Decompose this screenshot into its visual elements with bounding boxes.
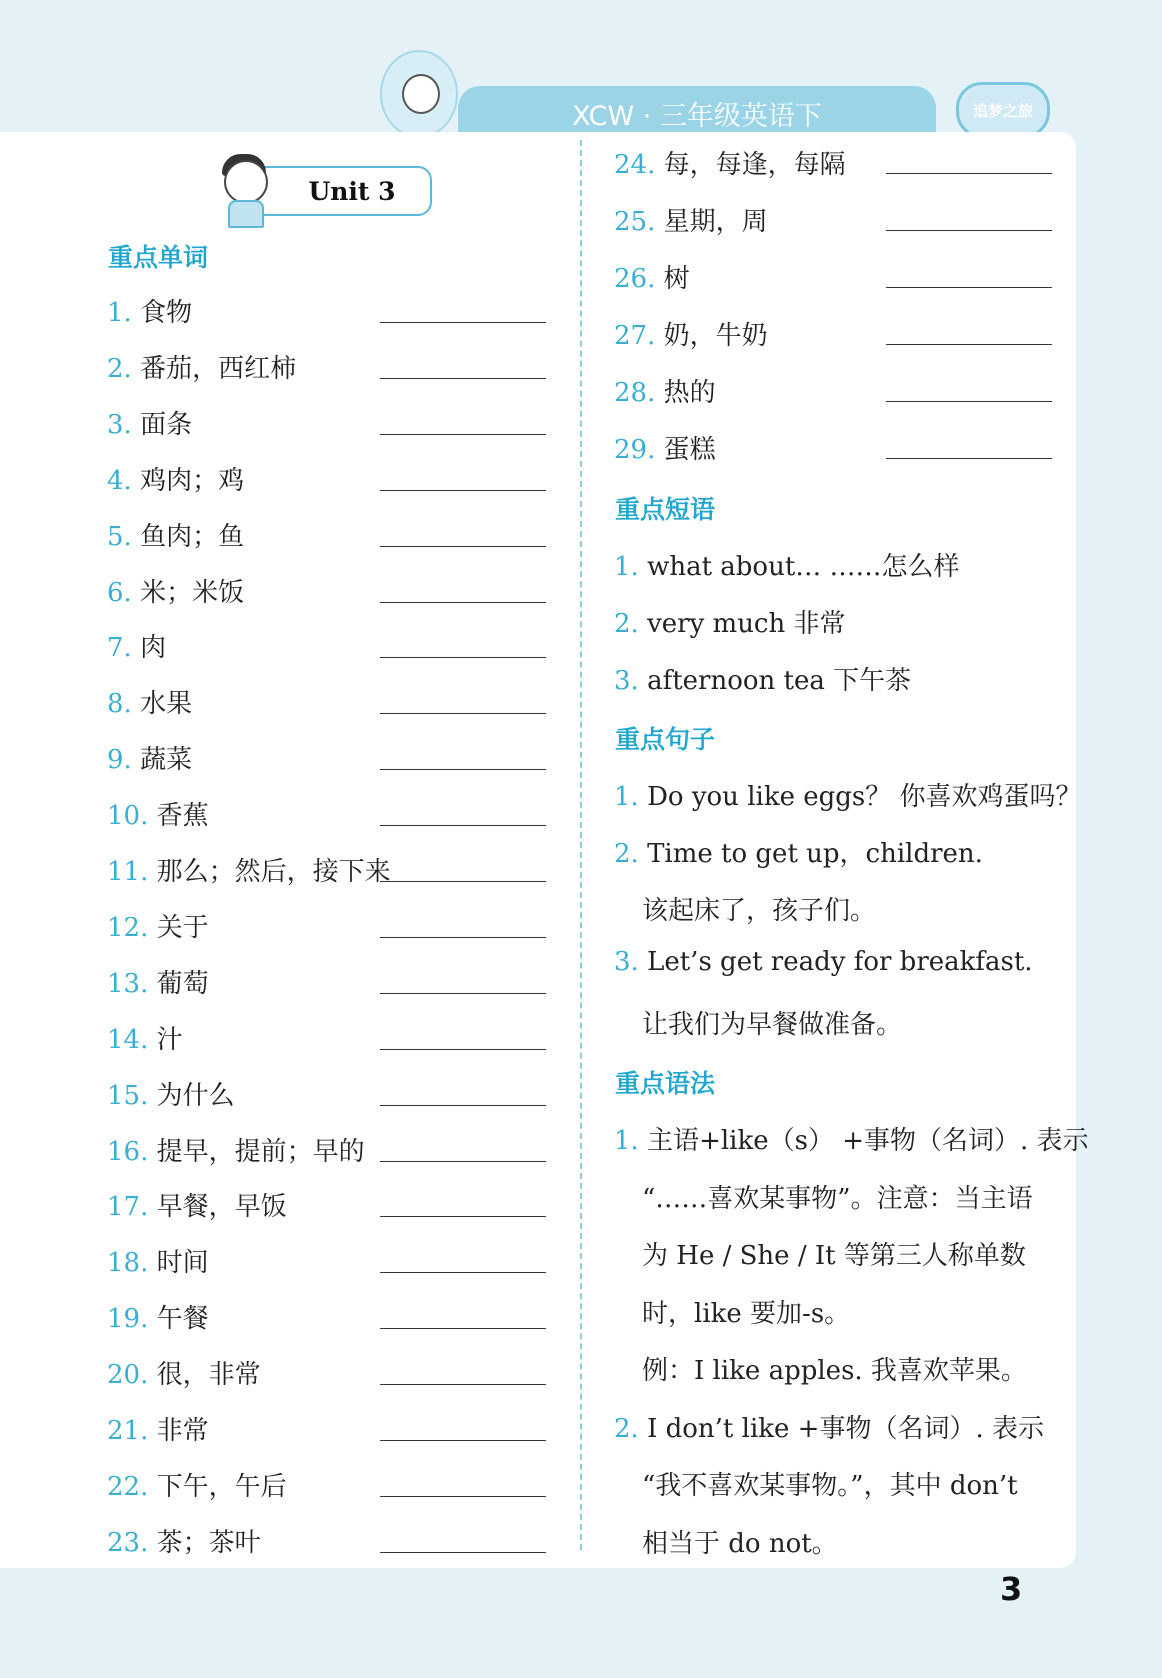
word-item bbox=[107, 460, 244, 497]
item-text: very much 非常 bbox=[647, 609, 846, 639]
grammar-item bbox=[642, 1235, 1026, 1272]
item-number: 24. bbox=[614, 150, 664, 180]
answer-blank[interactable] bbox=[380, 1216, 546, 1217]
item-text: what about… ……怎么样 bbox=[647, 552, 960, 582]
item-text: 为什么 bbox=[156, 1080, 235, 1111]
item-number: 17. bbox=[107, 1192, 157, 1223]
item-text: 下午，午后 bbox=[156, 1471, 287, 1502]
answer-blank[interactable] bbox=[380, 1328, 546, 1329]
word-item bbox=[107, 404, 192, 441]
item-number: 9. bbox=[107, 745, 141, 776]
answer-blank[interactable] bbox=[380, 993, 546, 994]
item-text: 鸡肉；鸡 bbox=[140, 465, 245, 496]
item-text: 例：I like apples. 我喜欢苹果。 bbox=[642, 1356, 1027, 1386]
section-title-sentences: 重点句子 bbox=[615, 725, 716, 754]
word-item bbox=[107, 851, 391, 888]
item-text: 早餐，早饭 bbox=[156, 1192, 287, 1223]
unit-mascot-icon bbox=[218, 146, 270, 226]
answer-blank[interactable] bbox=[380, 322, 546, 323]
sentence-item bbox=[642, 1004, 902, 1041]
item-text: 时间 bbox=[156, 1248, 209, 1279]
item-number: 26. bbox=[614, 264, 664, 294]
item-text: 提早，提前；早的 bbox=[156, 1136, 365, 1167]
answer-blank[interactable] bbox=[380, 602, 546, 603]
word-item bbox=[107, 1242, 209, 1279]
item-text: 葡萄 bbox=[156, 968, 209, 999]
grammar-item bbox=[642, 1293, 850, 1330]
word-item bbox=[107, 795, 209, 832]
item-text: 相当于 do not。 bbox=[642, 1528, 838, 1559]
item-text: 蔬菜 bbox=[140, 745, 193, 776]
item-text: 茶；茶叶 bbox=[156, 1527, 261, 1558]
item-number: 13. bbox=[107, 968, 157, 999]
word-item bbox=[107, 1354, 261, 1391]
grammar-item bbox=[642, 1465, 1018, 1502]
word-item bbox=[107, 348, 296, 385]
item-text: 非常 bbox=[156, 1416, 209, 1446]
section-title-words: 重点单词 bbox=[108, 243, 209, 272]
item-text: 香蕉 bbox=[156, 801, 209, 832]
answer-blank[interactable] bbox=[380, 1049, 546, 1050]
item-number: 3. bbox=[107, 409, 141, 440]
item-number: 18. bbox=[107, 1248, 157, 1279]
item-number: 16. bbox=[107, 1136, 157, 1167]
grammar-item bbox=[614, 1120, 1089, 1157]
item-number: 20. bbox=[107, 1360, 157, 1391]
item-number: 11. bbox=[107, 857, 157, 887]
column-divider bbox=[580, 140, 582, 1550]
answer-blank[interactable] bbox=[380, 1552, 546, 1553]
item-number: 4. bbox=[107, 465, 141, 496]
word-item bbox=[107, 572, 244, 609]
word-item bbox=[107, 1019, 183, 1056]
item-number: 29. bbox=[614, 435, 664, 465]
grammar-item bbox=[642, 1350, 1027, 1387]
item-text: 蛋糕 bbox=[663, 435, 716, 465]
word-item bbox=[107, 627, 166, 664]
answer-blank[interactable] bbox=[380, 1384, 546, 1385]
item-text: 主语+like（s） +事物（名词）. 表示 bbox=[647, 1126, 1089, 1156]
item-text: 面条 bbox=[140, 409, 193, 440]
answer-blank[interactable] bbox=[380, 825, 546, 826]
item-number: 8. bbox=[107, 689, 141, 720]
answer-blank[interactable] bbox=[886, 401, 1052, 402]
word-item bbox=[614, 201, 768, 238]
word-item bbox=[614, 315, 768, 352]
phrase-item bbox=[614, 603, 846, 640]
item-text: 树 bbox=[663, 264, 690, 294]
answer-blank[interactable] bbox=[380, 434, 546, 435]
item-text: Do you like eggs？ 你喜欢鸡蛋吗？ bbox=[647, 782, 1082, 812]
answer-blank[interactable] bbox=[380, 881, 546, 882]
unit-label: Unit 3 bbox=[252, 166, 432, 216]
phrase-item bbox=[614, 660, 911, 697]
word-item bbox=[107, 1075, 235, 1112]
item-number: 2. bbox=[614, 609, 648, 639]
item-number: 25. bbox=[614, 207, 664, 237]
item-text: 为 He / She / It 等第三人称单数 bbox=[642, 1241, 1026, 1271]
item-text: 鱼肉；鱼 bbox=[140, 521, 245, 552]
grammar-item bbox=[614, 1408, 1044, 1445]
item-number: 1. bbox=[107, 298, 141, 328]
item-number: 2. bbox=[614, 1413, 648, 1444]
answer-blank[interactable] bbox=[380, 1161, 546, 1162]
item-number: 12. bbox=[107, 912, 157, 943]
item-number: 5. bbox=[107, 521, 141, 552]
item-text: 午餐 bbox=[156, 1304, 209, 1335]
word-item bbox=[107, 1131, 365, 1168]
answer-blank[interactable] bbox=[380, 1496, 546, 1497]
item-text: 那么；然后，接下来 bbox=[156, 857, 391, 887]
grammar-item bbox=[642, 1523, 838, 1560]
answer-blank[interactable] bbox=[380, 1272, 546, 1273]
answer-blank[interactable] bbox=[380, 657, 546, 658]
item-text: 很，非常 bbox=[156, 1360, 261, 1391]
answer-blank[interactable] bbox=[886, 230, 1052, 231]
item-number: 23. bbox=[107, 1527, 157, 1558]
series-logo: 追梦之旅 bbox=[956, 82, 1050, 138]
word-item bbox=[107, 292, 192, 329]
word-item bbox=[107, 516, 244, 553]
item-text: Let’s get ready for breakfast. bbox=[647, 947, 1033, 977]
item-text: 水果 bbox=[140, 689, 193, 720]
mascot-illustration bbox=[380, 50, 458, 138]
answer-blank[interactable] bbox=[886, 344, 1052, 345]
sentence-item bbox=[642, 890, 876, 927]
word-item bbox=[614, 429, 716, 466]
sentence-item bbox=[614, 833, 983, 870]
item-number: 3. bbox=[614, 947, 648, 977]
answer-blank[interactable] bbox=[380, 546, 546, 547]
item-number: 1. bbox=[614, 1126, 648, 1156]
answer-blank[interactable] bbox=[380, 713, 546, 714]
item-text: Time to get up，children. bbox=[647, 839, 983, 869]
item-number: 1. bbox=[614, 552, 648, 582]
item-text: 奶，牛奶 bbox=[663, 321, 768, 351]
word-item bbox=[107, 1298, 209, 1335]
item-number: 19. bbox=[107, 1304, 157, 1335]
word-item bbox=[614, 258, 690, 295]
sentence-item bbox=[614, 947, 1033, 977]
item-text: 时，like 要加-s。 bbox=[642, 1298, 851, 1329]
item-text: 每，每逢，每隔 bbox=[663, 150, 846, 180]
item-text: 关于 bbox=[156, 912, 209, 943]
item-text: “……喜欢某事物”。注意：当主语 bbox=[642, 1183, 1033, 1214]
word-item bbox=[107, 739, 192, 776]
item-number: 2. bbox=[614, 839, 648, 869]
header-title: XCW · 三年级英语下 bbox=[458, 86, 936, 140]
item-number: 14. bbox=[107, 1024, 157, 1055]
item-number: 28. bbox=[614, 378, 664, 408]
page-number: 3 bbox=[1000, 1570, 1023, 1608]
item-text: 让我们为早餐做准备。 bbox=[642, 1010, 903, 1040]
item-number: 22. bbox=[107, 1471, 157, 1502]
item-text: 番茄，西红柿 bbox=[140, 353, 297, 384]
word-item bbox=[614, 144, 846, 181]
word-item bbox=[107, 1410, 209, 1447]
word-item bbox=[107, 1522, 261, 1559]
answer-blank[interactable] bbox=[380, 1440, 546, 1441]
item-number: 21. bbox=[107, 1416, 157, 1446]
item-number: 6. bbox=[107, 577, 141, 608]
item-text: 肉 bbox=[140, 633, 167, 664]
grammar-item bbox=[642, 1178, 1033, 1215]
word-item bbox=[107, 907, 209, 944]
item-text: 星期，周 bbox=[663, 207, 768, 237]
section-title-grammar: 重点语法 bbox=[615, 1069, 716, 1098]
answer-blank[interactable] bbox=[886, 173, 1052, 174]
item-number: 10. bbox=[107, 801, 157, 832]
item-number: 1. bbox=[614, 782, 648, 812]
item-text: 食物 bbox=[140, 298, 193, 328]
answer-blank[interactable] bbox=[380, 490, 546, 491]
item-text: 该起床了，孩子们。 bbox=[642, 896, 877, 926]
word-item bbox=[107, 963, 209, 1000]
answer-blank[interactable] bbox=[380, 769, 546, 770]
word-item bbox=[107, 1466, 287, 1503]
word-item bbox=[107, 1186, 287, 1223]
sentence-item bbox=[614, 776, 1082, 813]
item-text: 汁 bbox=[156, 1024, 183, 1055]
item-number: 2. bbox=[107, 353, 141, 384]
item-text: 米；米饭 bbox=[140, 577, 245, 608]
word-item bbox=[107, 683, 192, 720]
section-title-phrases: 重点短语 bbox=[615, 495, 716, 524]
word-item bbox=[614, 372, 716, 409]
item-number: 15. bbox=[107, 1080, 157, 1111]
item-number: 27. bbox=[614, 321, 664, 351]
answer-blank[interactable] bbox=[380, 1105, 546, 1106]
answer-blank[interactable] bbox=[886, 458, 1052, 459]
item-text: 热的 bbox=[663, 378, 716, 408]
item-number: 3. bbox=[614, 666, 648, 696]
answer-blank[interactable] bbox=[886, 287, 1052, 288]
item-text: I don’t like +事物（名词）. 表示 bbox=[647, 1413, 1044, 1444]
answer-blank[interactable] bbox=[380, 937, 546, 938]
phrase-item bbox=[614, 546, 960, 583]
answer-blank[interactable] bbox=[380, 378, 546, 379]
item-text: afternoon tea 下午茶 bbox=[647, 666, 912, 696]
item-number: 7. bbox=[107, 633, 141, 664]
item-text: “我不喜欢某事物。”，其中 don’t bbox=[642, 1471, 1018, 1501]
